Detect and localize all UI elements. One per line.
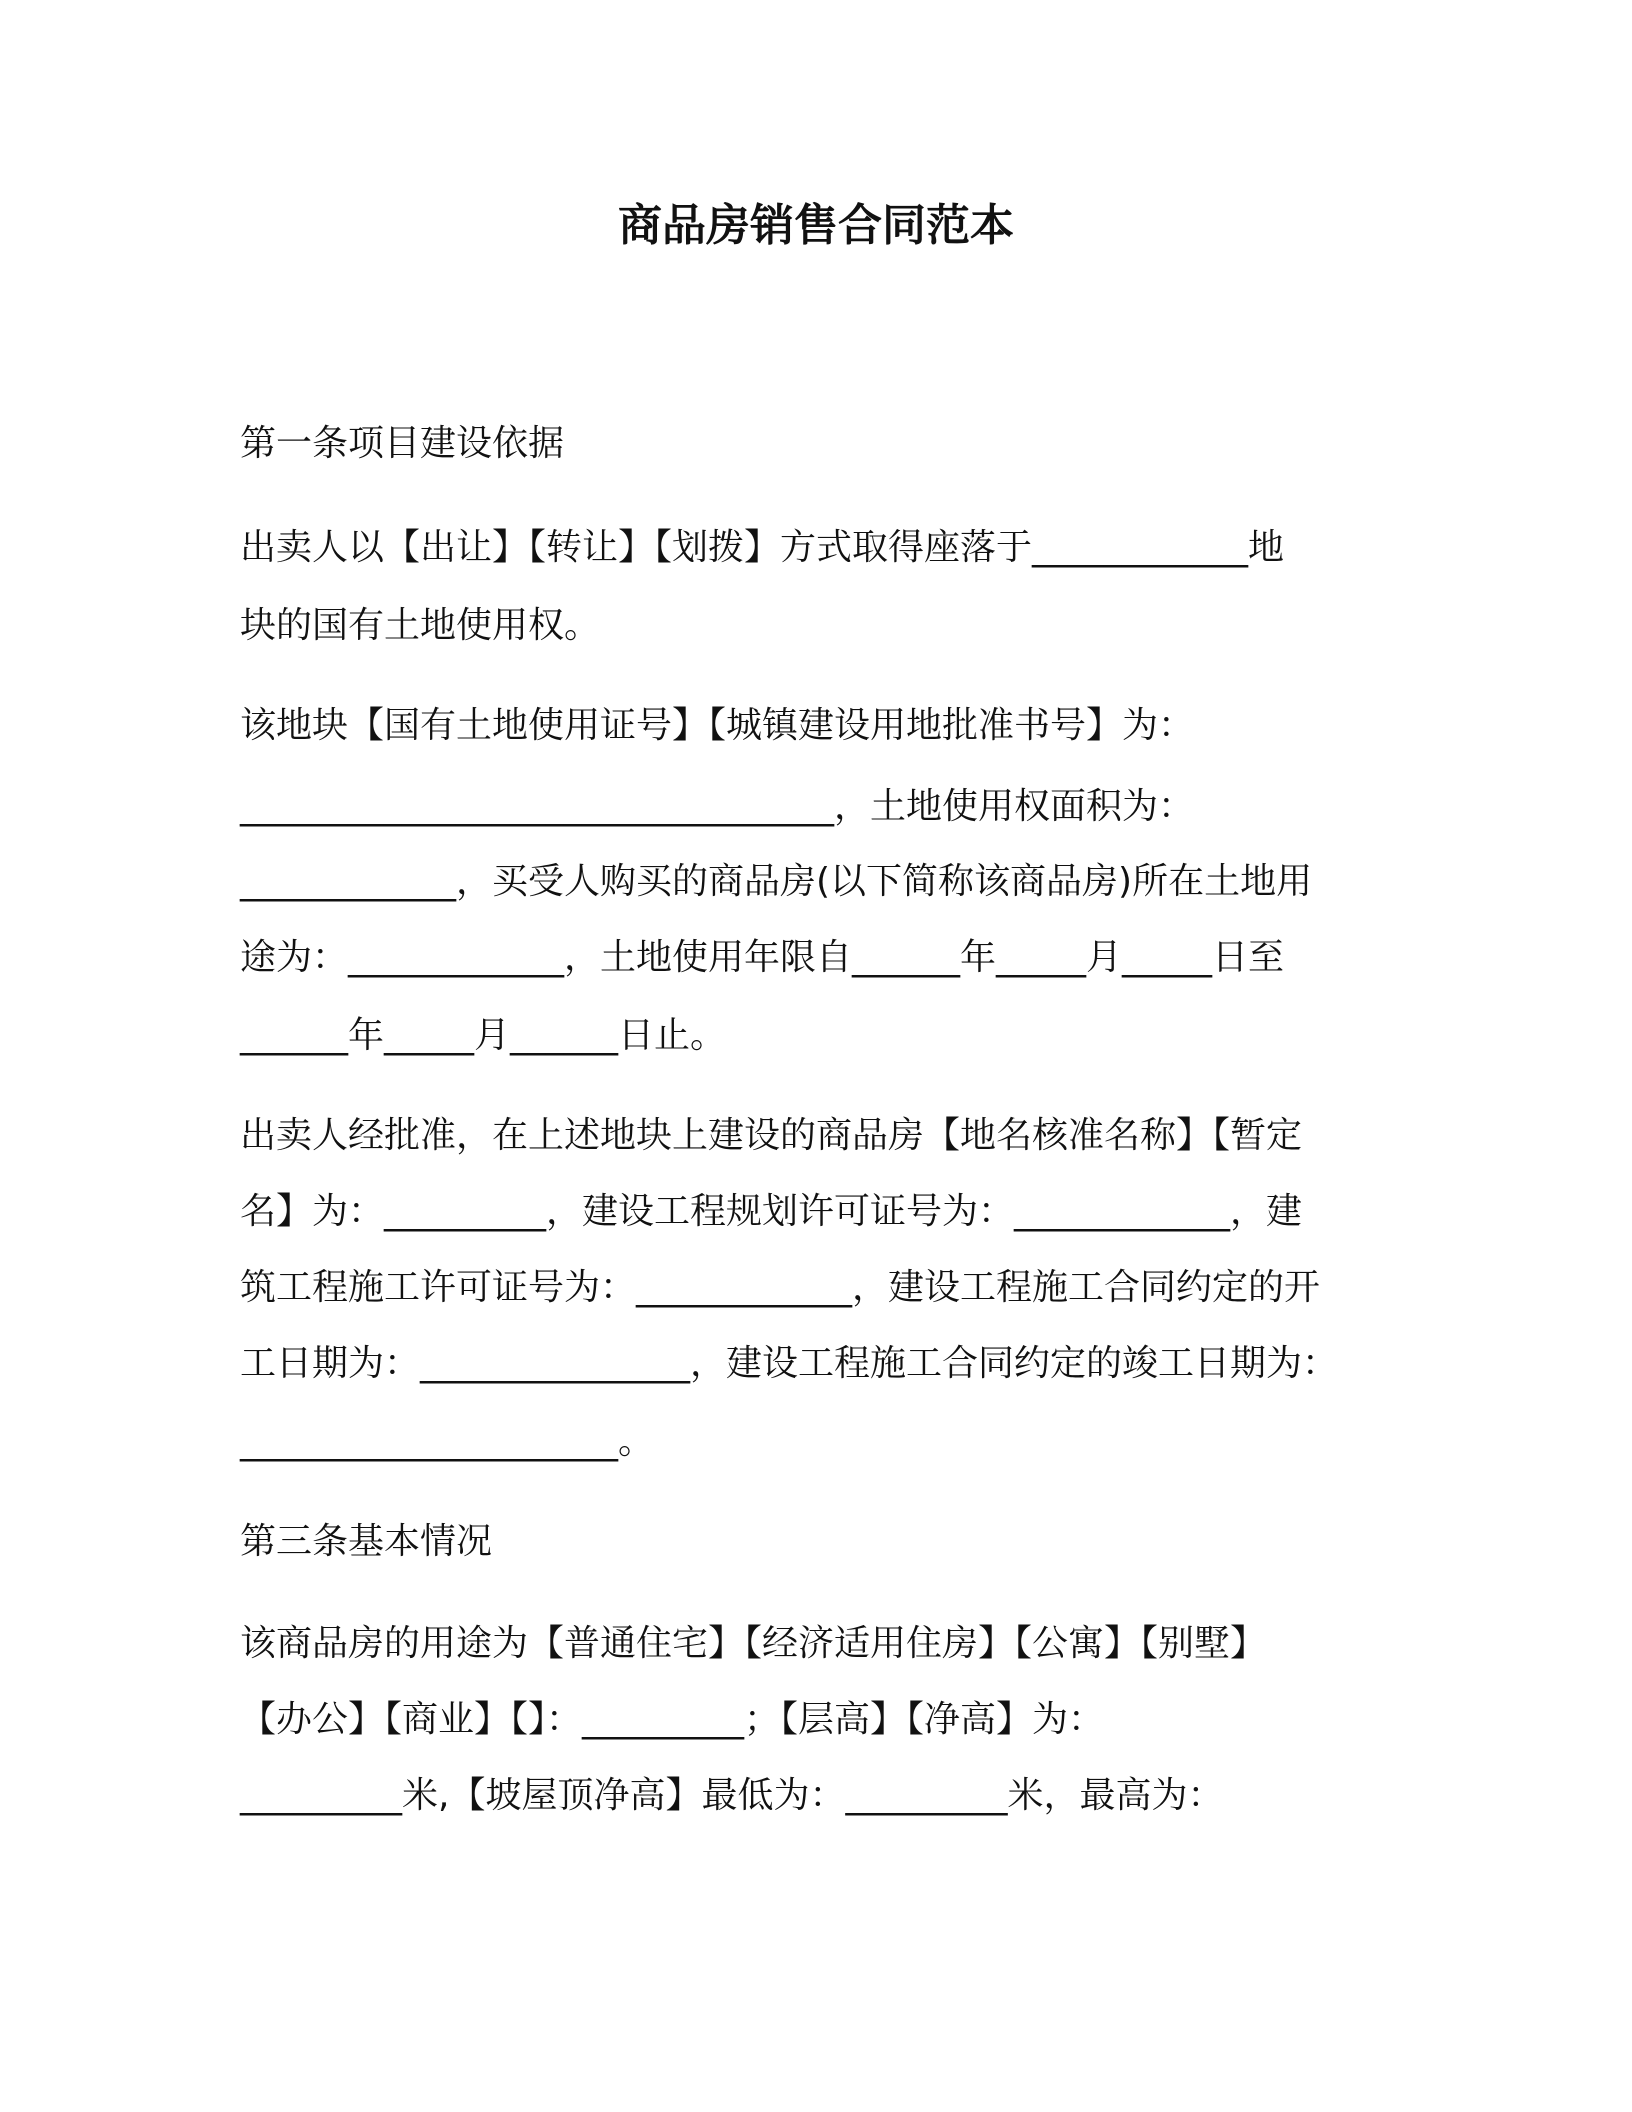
paragraph-line: 该地块【国有土地使用证号】【城镇建设用地批准书号】为： [240,705,1195,746]
article-1-heading: 第一条项目建设依据 [240,423,565,464]
paragraph-line: 出卖人经批准，在上述地块上建设的商品房【地名核准名称】【暂定 [240,1115,1303,1156]
paragraph-line: _________________________________，土地使用权面积为： [240,786,1195,827]
paragraph-line: 名】为：_________，建设工程规划许可证号为：____________，建 [240,1191,1303,1232]
paragraph-line: 出卖人以【出让】【转让】【划拨】方式取得座落于____________地 [240,527,1285,568]
paragraph-line: 途为：____________，土地使用年限自______年_____月_____日至 [240,937,1285,978]
paragraph-line: _________米,【坡屋顶净高】最低为：_________米，最高为： [240,1775,1224,1816]
paragraph-line: ______年_____月______日止。 [240,1015,727,1056]
article-3-heading: 第三条基本情况 [240,1521,493,1562]
paragraph-line: 该商品房的用途为【普通住宅】【经济适用住房】【公寓】【别墅】 [240,1623,1267,1664]
paragraph-line: ____________，买受人购买的商品房(以下简称该商品房)所在土地用 [240,861,1313,902]
paragraph-line: 筑工程施工许可证号为：____________，建设工程施工合同约定的开 [240,1267,1321,1308]
paragraph-line: 【办公】【商业】【】：_________；【层高】【净高】为： [240,1699,1105,1740]
paragraph-line: 块的国有土地使用权。 [240,605,601,646]
paragraph-line: 工日期为：_______________，建设工程施工合同约定的竣工日期为： [240,1343,1339,1384]
document-title: 商品房销售合同范本 [618,200,1014,251]
paragraph-line: _____________________。 [240,1421,654,1462]
